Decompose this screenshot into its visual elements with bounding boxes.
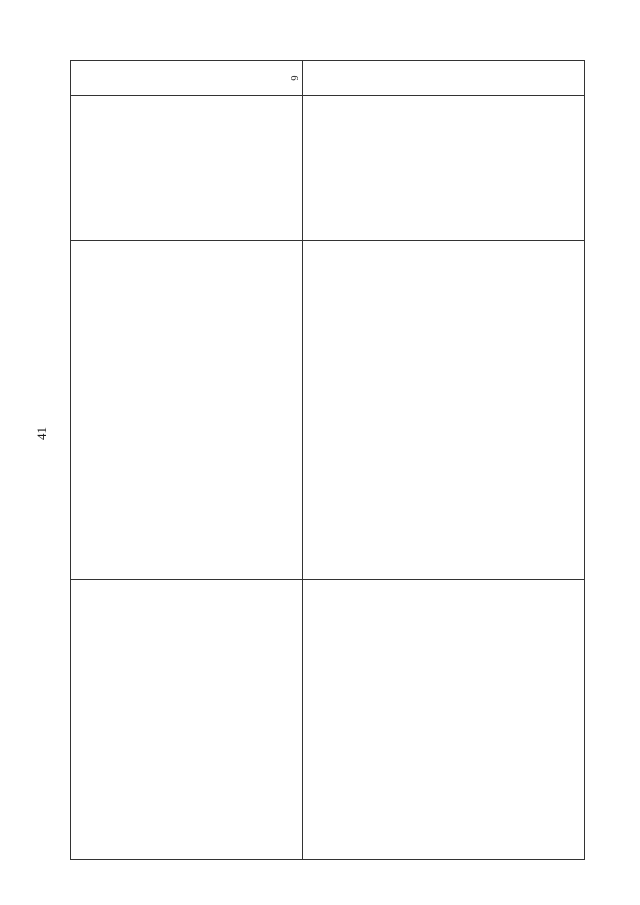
row-number-cell: [303, 61, 585, 96]
zone-name-cell: [71, 96, 303, 241]
table-row: [71, 61, 303, 860]
regulations-table: [70, 60, 585, 860]
sources-cell: [303, 580, 585, 860]
row-number-cell: 6: [71, 61, 303, 96]
page-number: 41: [34, 427, 49, 440]
zone-name-cell: [303, 96, 585, 241]
rotated-table-container: [70, 60, 585, 860]
restrictions-cell: [71, 241, 303, 580]
restrictions-cell: [303, 241, 585, 580]
sources-cell: [71, 580, 303, 860]
table-row: [303, 61, 585, 860]
